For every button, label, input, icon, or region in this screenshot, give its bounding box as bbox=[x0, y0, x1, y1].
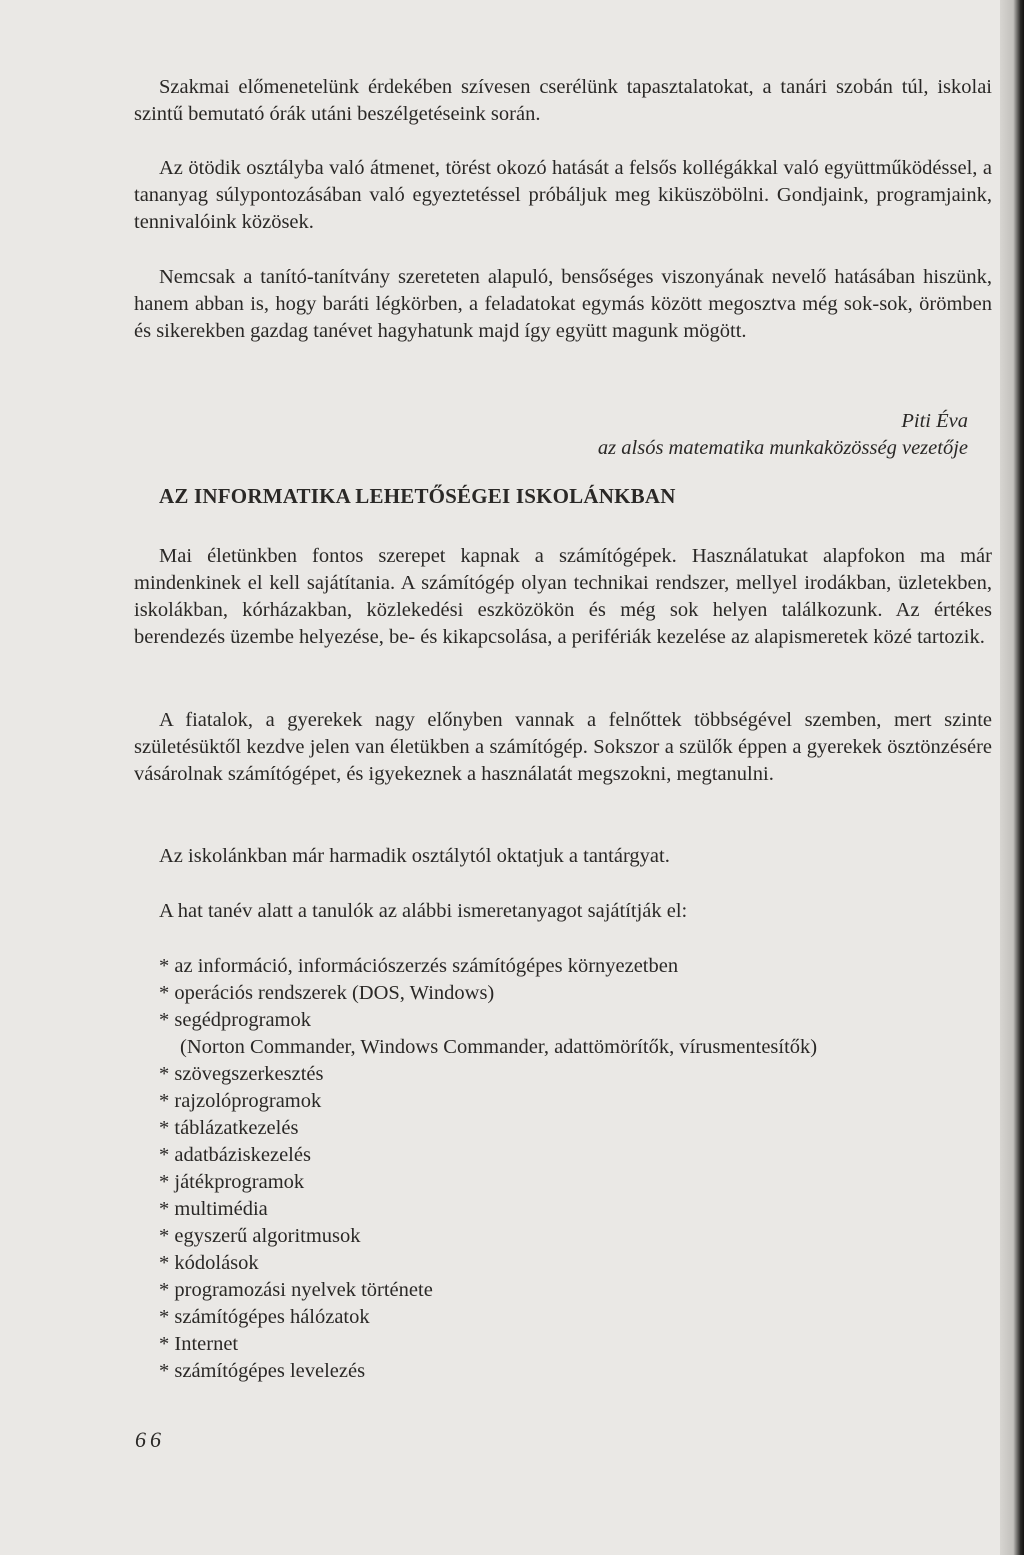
signature-name: Piti Éva bbox=[901, 410, 968, 432]
paragraph-grade: Az iskolánkban már harmadik osztálytól oktatjuk a tantárgyat. bbox=[159, 845, 670, 867]
list-item: * operációs rendszerek (DOS, Windows) bbox=[159, 982, 495, 1004]
list-item: * számítógépes levelezés bbox=[159, 1360, 366, 1382]
page-number: 66 bbox=[135, 1427, 165, 1452]
page-edge-shadow bbox=[1000, 0, 1024, 1555]
paragraph-teaching: Nemcsak a tanító-tanítvány szereteten alapuló, bensőséges viszonyának nevelő hatásában hiszünk, hanem abban is, hogy baráti légkörben, a feladatokat egymás között megosztva még sok-sok, örömben és sikerekben gazdag tanévet hagyhatunk majd így együtt magunk mögött. bbox=[134, 266, 992, 342]
list-item: * multimédia bbox=[159, 1198, 268, 1220]
curriculum-list bbox=[159, 953, 817, 1385]
signature-role: az alsós matematika munkaközösség vezetője bbox=[597, 437, 968, 459]
list-item-continuation bbox=[159, 1034, 817, 1061]
paragraph-youth: A fiatalok, a gyerekek nagy előnyben vannak a felnőttek többségével szemben, mert szinte születésüktől kezdve jelen van életükben a számítógép. Sokszor a szülők éppen a gyerekek ösztönzésére vásárolnak számítógépet, és igyekeznek a használatát megszokni, megtanulni. bbox=[134, 709, 992, 785]
list-item: * játékprogramok bbox=[159, 1171, 305, 1193]
list-item: * Internet bbox=[159, 1333, 239, 1355]
list-item: * kódolások bbox=[159, 1252, 259, 1274]
paragraph-transition: Az ötödik osztályba való átmenet, törést okozó hatását a felsős kollégákkal való együttműködéssel, a tananyag súlypontozásában való egyeztetéssel próbáljuk meg kiküszöbölni. Gondjaink, programjaink, tennivalóink közösek. bbox=[134, 157, 992, 233]
paragraph-curriculum-intro: A hat tanév alatt a tanulók az alábbi ismeretanyagot sajátítják el: bbox=[159, 900, 688, 922]
list-item: * segédprogramok bbox=[159, 1009, 311, 1031]
list-item: * táblázatkezelés bbox=[159, 1117, 299, 1139]
list-item: * szövegszerkesztés bbox=[159, 1063, 324, 1085]
paragraph-computers: Mai életünkben fontos szerepet kapnak a számítógépek. Használatukat alapfokon ma már mindenkinek el kell sajátítania. A számítógép olyan technikai rendszer, mellyel irodákban, üzletekben, iskolákban, kórházakban, közlekedési eszközökön és még sok helyen találkozunk. Az értékes berendezés üzembe helyezése, be- és kikapcsolása, a perifériák kezelése az alapismeretek közé tartozik. bbox=[134, 545, 992, 648]
list-item: * rajzolóprogramok bbox=[159, 1090, 322, 1112]
list-item-continuation-text: (Norton Commander, Windows Commander, adattömörítők, vírusmentesítők) bbox=[180, 1036, 818, 1058]
section-heading: AZ INFORMATIKA LEHETŐSÉGEI ISKOLÁNKBAN bbox=[159, 484, 676, 508]
list-item: * programozási nyelvek története bbox=[159, 1279, 433, 1301]
list-item: * egyszerű algoritmusok bbox=[159, 1225, 361, 1247]
list-item: * adatbáziskezelés bbox=[159, 1144, 311, 1166]
list-item: * az információ, információszerzés számítógépes környezetben bbox=[159, 955, 679, 977]
list-item: * számítógépes hálózatok bbox=[159, 1306, 370, 1328]
paragraph-intro: Szakmai előmenetelünk érdekében szívesen cserélünk tapasztalatokat, a tanári szobán túl, iskolai szintű bemutató órák utáni beszélgetéseink során. bbox=[134, 76, 992, 125]
